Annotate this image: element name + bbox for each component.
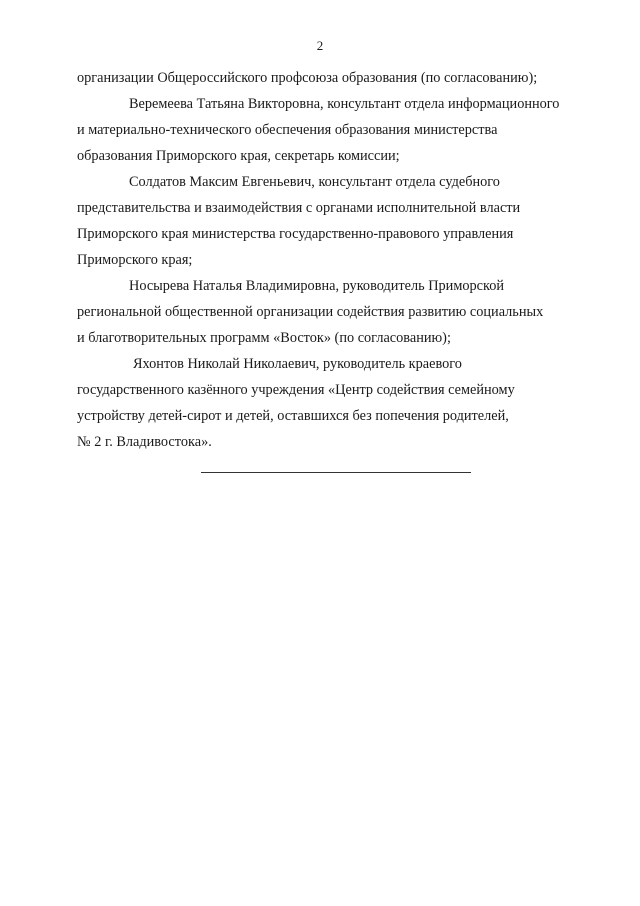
text-line: № 2 г. Владивостока». (77, 434, 212, 450)
text-line: образования Приморского края, секретарь комиссии; (77, 148, 400, 164)
paragraph-first-line: Веремеева Татьяна Викторовна, консультант отдела информационного (129, 96, 560, 112)
text-line: Приморского края; (77, 252, 193, 268)
text-line: организации Общероссийского профсоюза образования (по согласованию); (77, 70, 538, 86)
paragraph-first-line: Яхонтов Николай Николаевич, руководитель краевого (133, 356, 462, 372)
page-number: 2 (316, 38, 324, 53)
text-line: государственного казённого учреждения «Центр содействия семейному (77, 382, 515, 398)
paragraph-first-line: Солдатов Максим Евгеньевич, консультант отдела судебного (129, 174, 500, 190)
closing-divider-line (201, 472, 471, 473)
text-line: и благотворительных программ «Восток» (по согласованию); (77, 330, 451, 346)
text-line: представительства и взаимодействия с органами исполнительной власти (77, 200, 521, 216)
text-line: региональной общественной организации содействия развитию социальных (77, 304, 544, 320)
text-line: и материально-технического обеспечения образования министерства (77, 122, 498, 138)
text-line: устройству детей-сирот и детей, оставшихся без попечения родителей, (77, 408, 509, 424)
text-line: Приморского края министерства государственно-правового управления (77, 226, 514, 242)
paragraph-first-line: Носырева Наталья Владимировна, руководитель Приморской (129, 278, 505, 294)
